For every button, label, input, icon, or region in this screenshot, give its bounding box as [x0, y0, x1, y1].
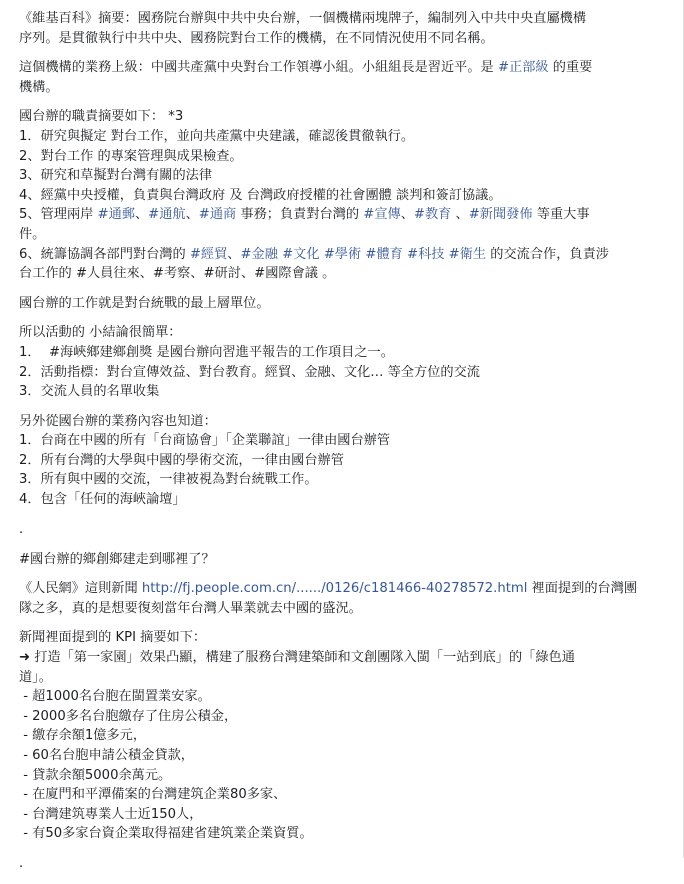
post-line [19, 166, 671, 186]
post-line [19, 58, 671, 78]
post-text: 4、經黨中央授權，負責與台灣政府 及 台灣政府授權的社會團體 談判和簽訂協議。 [19, 187, 502, 203]
post-line [19, 707, 671, 727]
post-text: 的交流合作，負責涉 [486, 246, 609, 262]
post-text: - 2000多名台胞繳存了住房公積金， [19, 708, 238, 724]
post-line [19, 824, 671, 844]
post-line [19, 668, 671, 688]
hashtag-link[interactable]: #衛生 [448, 246, 487, 262]
post-line [19, 363, 671, 383]
post-text: 3．所有與中國的交流，一律被視為對台統戰工作。 [19, 472, 318, 488]
hashtag-link[interactable]: #宣傳 [363, 207, 401, 223]
post-line [19, 431, 671, 451]
hashtag-link[interactable]: #金融 [240, 246, 278, 262]
separator-dot [19, 854, 671, 874]
post-text: 、 [400, 207, 414, 223]
post-line [19, 264, 671, 284]
hashtag-link[interactable]: #經貿 [189, 246, 228, 262]
post-paragraph [19, 412, 671, 510]
post-text: . [19, 521, 24, 537]
post-text: 2．活動指標：對台宣傳效益、對台教育。經貿、金融、文化… 等全方位的交流 [19, 364, 480, 380]
post-line [19, 490, 671, 510]
post-line [19, 29, 671, 49]
post-line [19, 550, 671, 570]
post-text: 4．包含「任何的海峽論壇」 [19, 492, 186, 508]
hashtag-link[interactable]: #通郵 [97, 207, 135, 223]
post-paragraph [19, 579, 671, 618]
post-text: 2．所有台灣的大學與中國的學術交流，一律由國台辦管 [19, 452, 344, 468]
post-line [19, 245, 671, 265]
post-paragraph [19, 550, 671, 570]
post-body [19, 9, 671, 884]
post-text: 6、統籌協調各部門對台灣的 [19, 246, 190, 262]
post-text: - 有50多家台資企業取得福建省建筑業企業資質。 [19, 826, 313, 842]
post-paragraph [19, 107, 671, 283]
post-text: 、 [227, 246, 241, 262]
post-text: 1．研究與擬定 對台工作，並向共產黨中央建議，確認後貫徹執行。 [19, 128, 415, 144]
post-line [19, 323, 671, 343]
separator-dot [19, 520, 671, 540]
hashtag-link[interactable]: #學術 [323, 246, 362, 262]
post-line [19, 628, 671, 648]
post-text: 3．交流人員的名單收集 [19, 384, 160, 400]
post-text: - 超1000名台胞在閩置業安家。 [19, 689, 211, 705]
post-text: 件。 [19, 226, 46, 242]
post-line [19, 766, 671, 786]
post-paragraph [19, 323, 671, 401]
post-line [19, 412, 671, 432]
post-text: 序列。是貫徹執行中共中央、國務院對台工作的機構，在不同情況使用不同名稱。 [19, 30, 494, 46]
post-text: 《維基百科》摘要：國務院台辦與中共中央台辦，一個機構兩塊牌子，編制列入中共中央直屬機構 [19, 11, 587, 26]
post-text: 隊之多，真的是想要復刻當年台灣人畢業就去中國的盛況。 [19, 600, 362, 616]
hashtag-link[interactable]: #體育 [365, 246, 403, 262]
post-line [19, 805, 671, 825]
post-text: 《人民網》這則新聞 [19, 581, 142, 597]
post-text: - 繳存余額1億多元， [19, 728, 147, 744]
post-text: - 貸款余額5000余萬元。 [19, 767, 172, 783]
post-text: 另外從國台辦的業務內容也知道： [19, 413, 217, 429]
post-text: 事務；負責對台灣的 [236, 207, 364, 223]
post-line [19, 579, 671, 599]
post-text: ➜ 打造「第一家園」效果凸顯，構建了服務台灣建築師和文創團隊入閩「一站到底」的「綠色通 [19, 650, 575, 666]
hashtag-link[interactable]: #通商 [198, 207, 237, 223]
post-text: 台工作的 #人員往來、#考察、#研討、#國際會議 。 [19, 266, 336, 282]
post-line [19, 107, 671, 127]
post-paragraph [19, 58, 671, 97]
post-text: 2、對台工作 的專案管理與成果檢查。 [19, 148, 243, 164]
post-text: 等重大事 [532, 207, 590, 223]
post-text: 1．台商在中國的所有「台商協會」「企業聯誼」一律由國台辦管 [19, 433, 391, 449]
post-paragraph [19, 9, 671, 48]
post-text: 、 [185, 207, 199, 223]
post-text: 裡面提到的台灣團 [527, 581, 638, 597]
post-line [19, 127, 671, 147]
post-line [19, 294, 671, 314]
hashtag-link[interactable]: #通航 [148, 207, 186, 223]
hashtag-link[interactable]: #文化 [282, 246, 320, 262]
post-line [19, 648, 671, 668]
post-text: - 60名台胞申請公積金貸款， [19, 748, 194, 763]
post-line [19, 451, 671, 471]
post-text: 機構。 [19, 79, 59, 95]
hashtag-link[interactable]: #正部級 [497, 60, 549, 76]
post-text: - 在廈門和平潭備案的台灣建筑企業80多家、 [19, 787, 287, 803]
post-paragraph [19, 520, 671, 540]
post-text: 這個機構的業務上級：中國共產黨中央對台工作領導小組。小組組長是習近平。是 [19, 60, 498, 76]
post-line [19, 382, 671, 402]
post-text: 所以活動的 小結論很簡單： [19, 325, 182, 341]
hashtag-link[interactable]: #科技 [407, 246, 445, 262]
post-text: 、 [134, 207, 149, 223]
post-line [19, 225, 671, 245]
post-line [19, 746, 671, 766]
post-text: - 台灣建筑專業人士近150人， [19, 806, 203, 822]
post-line [19, 343, 671, 363]
post-paragraph [19, 294, 671, 314]
post-paragraph [19, 854, 671, 874]
post-paragraph [19, 628, 671, 844]
post-text: 、 [451, 207, 469, 223]
post-line [19, 470, 671, 490]
post-line [19, 726, 671, 746]
post-line [19, 205, 671, 225]
post-text: 3、研究和草擬對台灣有關的法律 [19, 168, 213, 184]
post-text: . [19, 855, 24, 871]
post-text: #國台辦的鄉創鄉建走到哪裡了？ [19, 551, 215, 567]
news-url-link[interactable]: http://fj.people.com.cn/....../0126/c181466-40278572.html [141, 581, 528, 597]
hashtag-link[interactable]: #新聞發佈 [468, 207, 533, 223]
post-text: 國台辦的工作就是對台統戰的最上層單位。 [19, 295, 270, 311]
post-text: 的重要 [548, 60, 593, 76]
hashtag-link[interactable]: #教育 [413, 207, 452, 223]
post-line [19, 599, 671, 619]
post-line [19, 147, 671, 167]
post-line [19, 785, 671, 805]
post-text: 5、管理兩岸 [19, 207, 98, 223]
post-text: 國台辦的職責摘要如下： *3 [19, 109, 184, 125]
post-line [19, 78, 671, 98]
post-line [19, 687, 671, 707]
post-text: 新聞裡面提到的 KPI 摘要如下： [19, 630, 207, 646]
post-line [19, 186, 671, 206]
post-text: 1． #海峽鄉建鄉創獎 是國台辦向習進平報告的工作項目之一。 [19, 344, 394, 360]
post-line [19, 9, 671, 29]
post-text: 道」。 [19, 669, 52, 685]
